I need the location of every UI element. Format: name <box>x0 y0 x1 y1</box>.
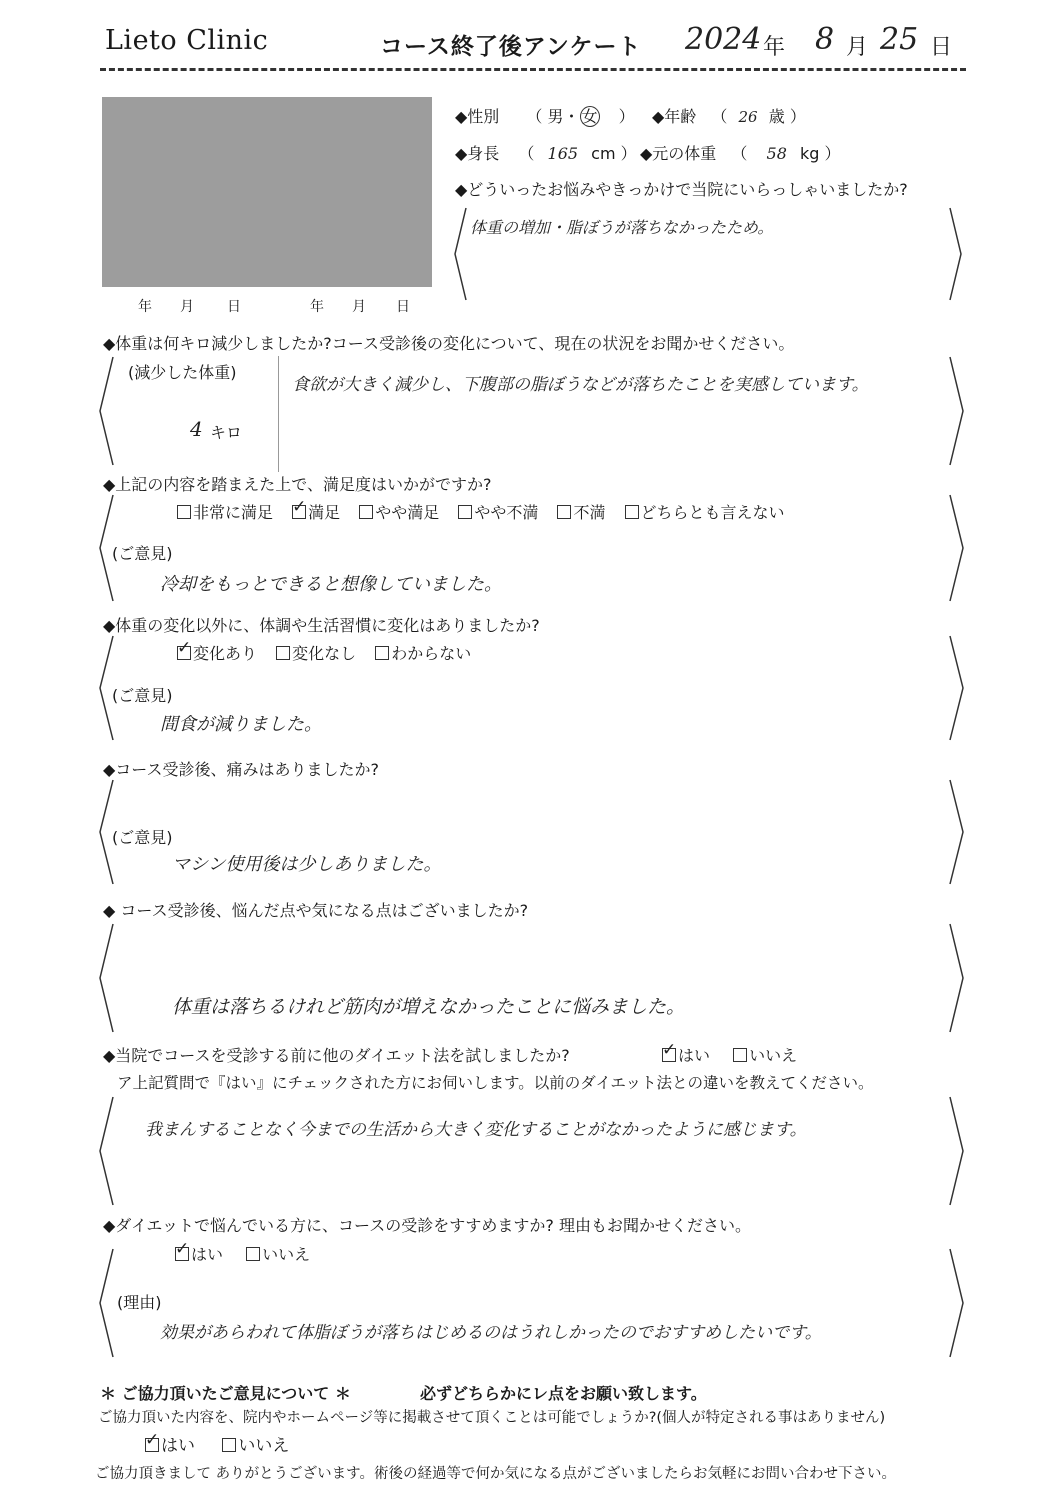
checkbox[interactable] <box>359 505 373 519</box>
weight-row <box>640 141 841 164</box>
checkbox[interactable] <box>375 646 389 660</box>
date-month-value: 8 <box>815 22 835 57</box>
checkbox[interactable] <box>276 646 290 660</box>
gender-male[interactable]: 男 <box>547 107 564 126</box>
q3-option[interactable]: 非常に満足 <box>177 503 273 522</box>
q2-sublabel: (減少した体重) <box>128 363 237 382</box>
q3-option[interactable]: ✓ 満足 <box>292 503 340 522</box>
weight-open: （ <box>731 144 748 163</box>
survey-title: コース終了後アンケート <box>380 34 642 60</box>
q4-opinion-label: (ご意見) <box>112 686 173 705</box>
gender-close: ） <box>618 107 635 126</box>
gender-female-circled[interactable]: 女 <box>581 107 598 126</box>
weight-label: ◆元の体重 <box>640 144 717 163</box>
footer-question: ご協力頂いた内容を、院内やホームページ等に掲載させて頂くことは可能でしょうか?(個人が特定される事はありません) <box>98 1410 886 1426</box>
q4-answer[interactable]: 間食が減りました。 <box>160 714 322 735</box>
q3-answer[interactable]: 冷却をもっとできると想像していました。 <box>160 574 502 595</box>
q7-option[interactable]: いいえ <box>733 1046 797 1065</box>
q3-bracket-right <box>948 493 966 603</box>
header-divider <box>100 68 966 71</box>
q7-bracket-right <box>948 1095 966 1207</box>
date-month-unit: 月 <box>846 35 869 60</box>
q3-option[interactable]: やや満足 <box>359 503 439 522</box>
q5-bracket-right <box>948 778 966 886</box>
q2-bracket-right <box>948 355 966 467</box>
checkbox-checked[interactable] <box>177 646 191 660</box>
photo-date-year-1: 年 <box>138 299 152 315</box>
q2-bracket-left <box>97 355 115 467</box>
q6-answer[interactable]: 体重は落ちるけれど筋肉が増えなかったことに悩みました。 <box>172 996 686 1018</box>
weight-value[interactable]: 58 <box>766 144 787 163</box>
age-row <box>652 104 806 127</box>
photo-date-month-1: 月 <box>180 299 194 315</box>
checkbox[interactable] <box>625 505 639 519</box>
q7-bracket-left <box>97 1095 115 1207</box>
footer-thanks: ご協力頂きまして ありがとうございます。術後の経過等で何か気になる点がございましたらお気軽にお問い合わせ下さい。 <box>95 1466 896 1482</box>
redacted-photo <box>102 97 432 287</box>
checkbox[interactable] <box>222 1438 236 1452</box>
height-label: ◆身長 <box>455 144 500 163</box>
photo-date-year-2: 年 <box>310 299 324 315</box>
q6-question: ◆ コース受診後、悩んだ点や気になる点はございましたか? <box>103 901 529 920</box>
age-unit: 歳 <box>768 107 785 126</box>
height-value[interactable]: 165 <box>547 144 579 163</box>
footer-notice: 必ずどちらかにレ点をお願い致します。 <box>420 1384 707 1403</box>
q8-bracket-right <box>948 1247 966 1359</box>
q7-options <box>662 1043 797 1066</box>
footer-option[interactable]: ✓はい <box>145 1436 195 1456</box>
q2-divider <box>278 356 279 472</box>
q4-question: ◆体重の変化以外に、体調や生活習慣に変化はありましたか? <box>103 616 540 635</box>
age-close: ） <box>789 107 806 126</box>
height-open: （ <box>518 144 535 163</box>
q4-option[interactable]: ✓変化あり <box>177 644 257 663</box>
q2-kg-value[interactable]: 4 <box>190 417 203 441</box>
footer-heading: ＊ ご協力頂いたご意見について ＊ <box>100 1384 351 1403</box>
footer-option[interactable]: いいえ <box>222 1436 289 1456</box>
q4-option[interactable]: 変化なし <box>276 644 356 663</box>
q8-options <box>175 1242 310 1265</box>
footer-options <box>145 1431 289 1456</box>
checkbox[interactable] <box>458 505 472 519</box>
q4-option[interactable]: わからない <box>375 644 471 663</box>
checkbox-checked[interactable] <box>175 1247 189 1261</box>
q8-question: ◆ダイエットで悩んでいる方に、コースの受診をすすめますか? 理由もお聞かせください。 <box>103 1216 751 1235</box>
q7-followup: ア上記質問で『はい』にチェックされた方にお伺いします。以前のダイエット法との違いを教えてください。 <box>117 1074 874 1092</box>
gender-row <box>455 104 635 127</box>
clinic-brand: Lieto Clinic <box>105 25 269 56</box>
date-year-value: 2024 <box>685 22 762 57</box>
q3-option[interactable]: 不満 <box>557 503 605 522</box>
date-day-unit: 日 <box>930 35 953 60</box>
gender-separator: ・ <box>563 107 580 126</box>
q2-answer[interactable]: 食欲が大きく減少し、下腹部の脂ぼうなどが落ちたことを実感しています。 <box>292 375 869 395</box>
gender-label: ◆性別 <box>455 107 500 126</box>
q6-bracket-left <box>97 922 115 1034</box>
q6-bracket-right <box>948 922 966 1034</box>
checkbox[interactable] <box>557 505 571 519</box>
q8-reason-label: (理由) <box>117 1293 162 1312</box>
q8-answer[interactable]: 効果があらわれて体脂ぼうが落ちはじめるのはうれしかったのでおすすめしたいです。 <box>160 1323 822 1343</box>
height-close: ） <box>620 144 637 163</box>
q3-option[interactable]: どちらとも言えない <box>625 503 785 522</box>
age-label: ◆年齢 <box>652 107 697 126</box>
q5-question: ◆コース受診後、痛みはありましたか? <box>103 760 379 779</box>
height-unit: cm <box>591 144 616 163</box>
q3-options <box>177 500 785 523</box>
q1-answer[interactable]: 体重の増加・脂ぼうが落ちなかったため。 <box>470 218 774 237</box>
q1-bracket-left <box>452 206 468 302</box>
checkbox-checked[interactable] <box>662 1048 676 1062</box>
age-open: （ <box>711 107 728 126</box>
q4-bracket-right <box>948 634 966 742</box>
checkbox-checked[interactable] <box>145 1438 159 1452</box>
checkbox[interactable] <box>246 1247 260 1261</box>
age-value[interactable]: 26 <box>738 108 758 126</box>
photo-date-month-2: 月 <box>352 299 366 315</box>
checkbox-checked[interactable] <box>292 505 306 519</box>
q8-option[interactable]: ✓はい <box>175 1245 223 1264</box>
q1-question: ◆どういったお悩みやきっかけで当院にいらっしゃいましたか? <box>455 180 908 199</box>
q3-question: ◆上記の内容を踏まえた上で、満足度はいかがですか? <box>103 475 492 494</box>
date-year-unit: 年 <box>763 35 786 60</box>
photo-date-day-1: 日 <box>227 299 241 315</box>
q3-opinion-label: (ご意見) <box>112 544 173 563</box>
photo-date-day-2: 日 <box>396 299 410 315</box>
date-day-value: 25 <box>880 22 919 57</box>
q7-option[interactable]: ✓ はい <box>662 1046 710 1065</box>
q5-answer[interactable]: マシン使用後は少しありました。 <box>172 854 442 875</box>
q2-kg-unit: キロ <box>210 423 243 442</box>
checkbox[interactable] <box>177 505 191 519</box>
q2-question: ◆体重は何キロ減少しましたか?コース受診後の変化について、現在の状況をお聞かせください。 <box>103 334 795 353</box>
height-row <box>455 141 637 164</box>
weight-unit: kg <box>799 144 820 163</box>
gender-open: （ <box>526 107 543 126</box>
q5-opinion-label: (ご意見) <box>112 828 173 847</box>
q1-bracket-right <box>948 206 964 302</box>
q8-option[interactable]: いいえ <box>246 1245 310 1264</box>
q8-bracket-left <box>97 1247 115 1359</box>
q7-answer[interactable]: 我まんすることなく今までの生活から大きく変化することがなかったように感じます。 <box>145 1120 807 1140</box>
weight-close: ） <box>824 144 841 163</box>
checkbox[interactable] <box>733 1048 747 1062</box>
q4-options <box>177 641 471 664</box>
q3-option[interactable]: やや不満 <box>458 503 538 522</box>
q7-question: ◆当院でコースを受診する前に他のダイエット法を試しましたか? <box>103 1046 570 1065</box>
